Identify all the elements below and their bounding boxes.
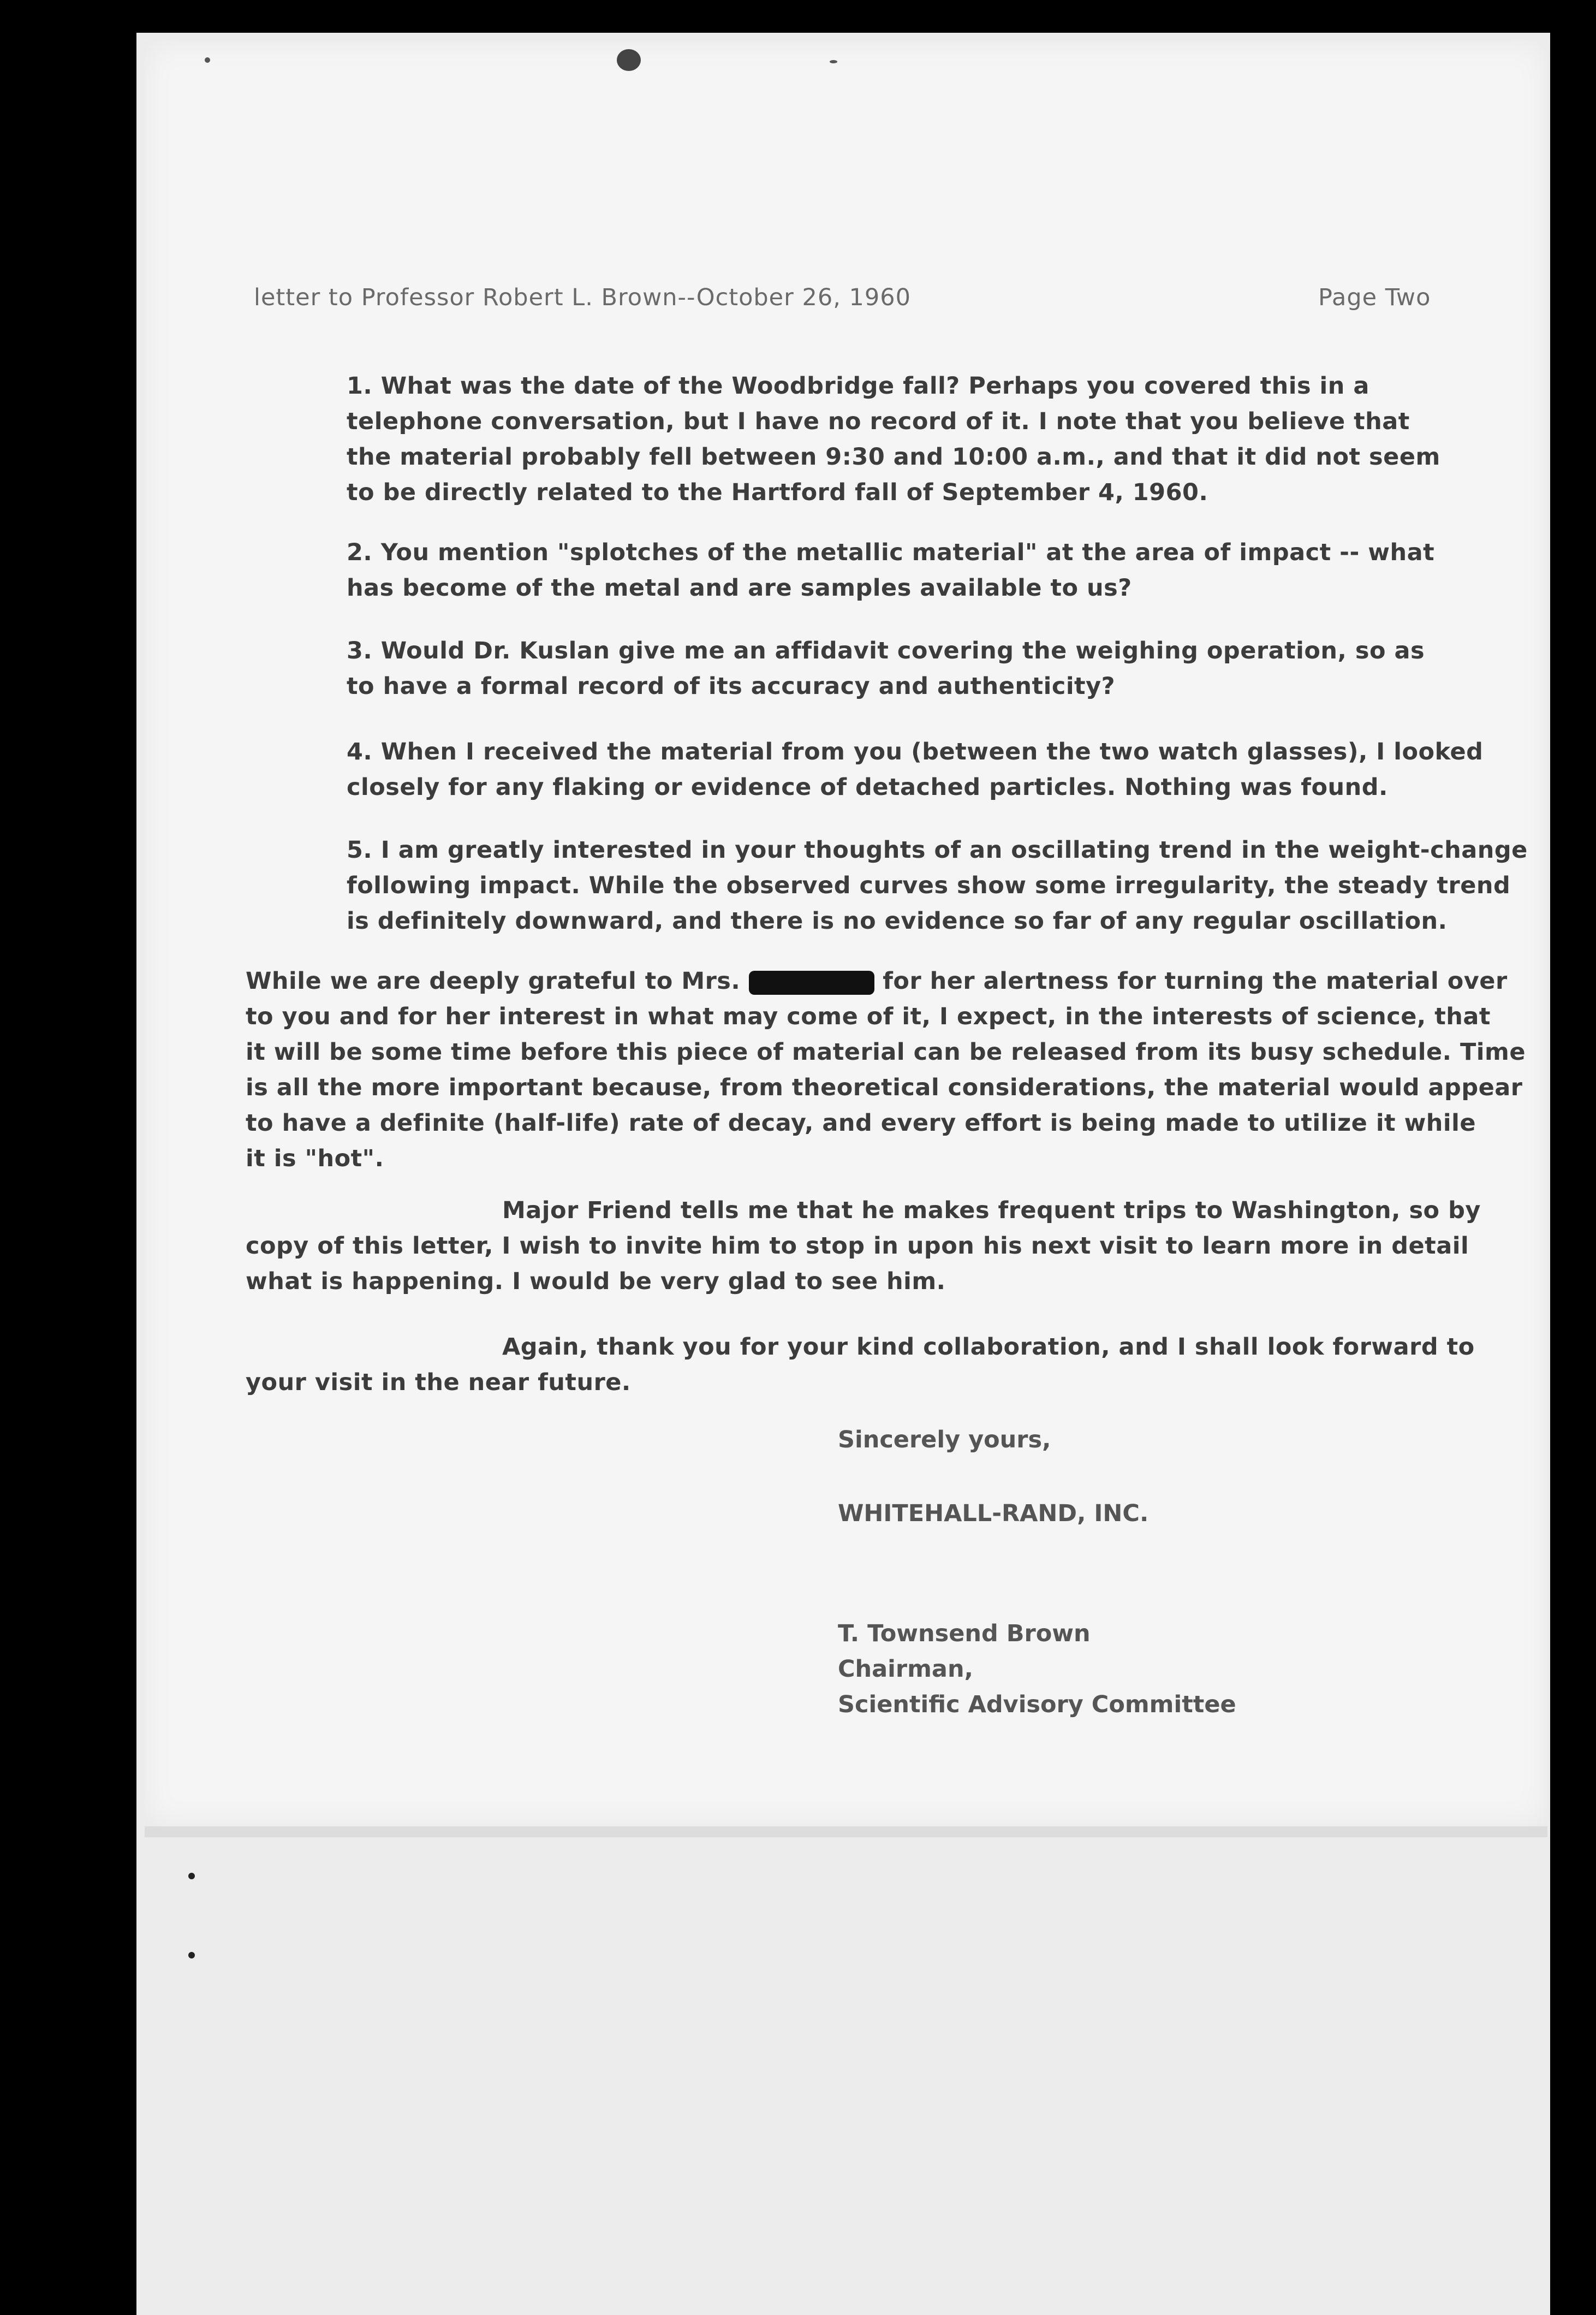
question-2: 2. You mention "splotches of the metallic material" at the area of impact -- what has become of the metal and are samples available to us? xyxy=(347,539,1435,602)
question-4: 4. When I received the material from you (between the two watch glasses), I looked closely for any flaking or evidence of detached particles. Nothing was found. xyxy=(347,738,1484,801)
signer-title: Chairman, xyxy=(838,1655,973,1683)
page-number: Page Two xyxy=(1318,284,1431,311)
ink-speck xyxy=(188,1873,195,1879)
ink-speck xyxy=(205,57,210,63)
paragraph-major-friend: Major Friend tells me that he makes frequent trips to Washington, so by copy of this letter, I wish to invite him to stop in upon his next visit to learn more in detail what is happening. I would be very glad to see him. xyxy=(246,1197,1481,1295)
signature-block xyxy=(838,1616,1236,1723)
signer-name: T. Townsend Brown xyxy=(838,1620,1091,1647)
question-1: 1. What was the date of the Woodbridge fall? Perhaps you covered this in a telephone conversation, but I have no record of it. I note that you believe that the material probably fell between 9:30 and 10:00 a.m., and that it did not seem to be directly related to the Hartford fall of September 4, 1960. xyxy=(347,372,1440,506)
redaction-mark xyxy=(749,971,874,995)
ink-speck xyxy=(617,49,641,71)
question-3: 3. Would Dr. Kuslan give me an affidavit covering the weighing operation, so as to have a formal record of its accuracy and authenticity? xyxy=(347,637,1425,700)
closing-salutation: Sincerely yours, xyxy=(838,1426,1051,1453)
ink-speck xyxy=(188,1952,195,1958)
signer-committee: Scientific Advisory Committee xyxy=(838,1691,1236,1718)
letter-page xyxy=(145,41,1547,1826)
paragraph-thanks: Again, thank you for your kind collaboration, and I shall look forward to your visit in the near future. xyxy=(246,1333,1475,1396)
ink-speck xyxy=(830,60,837,63)
page-edge-shadow xyxy=(145,1826,1547,1837)
question-5: 5. I am greatly interested in your thoughts of an oscillating trend in the weight-change following impact. While the observed curves show some irregularity, the steady trend is definitely downward, and there is no evidence so far of any regular oscillation. xyxy=(347,836,1528,935)
letter-header: letter to Professor Robert L. Brown--October 26, 1960 xyxy=(254,284,911,311)
company-name: WHITEHALL-RAND, INC. xyxy=(838,1500,1149,1527)
paragraph-gratitude: While we are deeply grateful to Mrs. for her alertness for turning the material over to you and for her interest in what may come of it, I expect, in the interests of science, that it will be some time before this piece of material can be released from its busy schedule. Time is all the more important because, from theoretical considerations, the material would appear to have a definite (half-life) rate of decay, and every effort is being made to utilize it while it is "hot". xyxy=(246,967,1526,1172)
